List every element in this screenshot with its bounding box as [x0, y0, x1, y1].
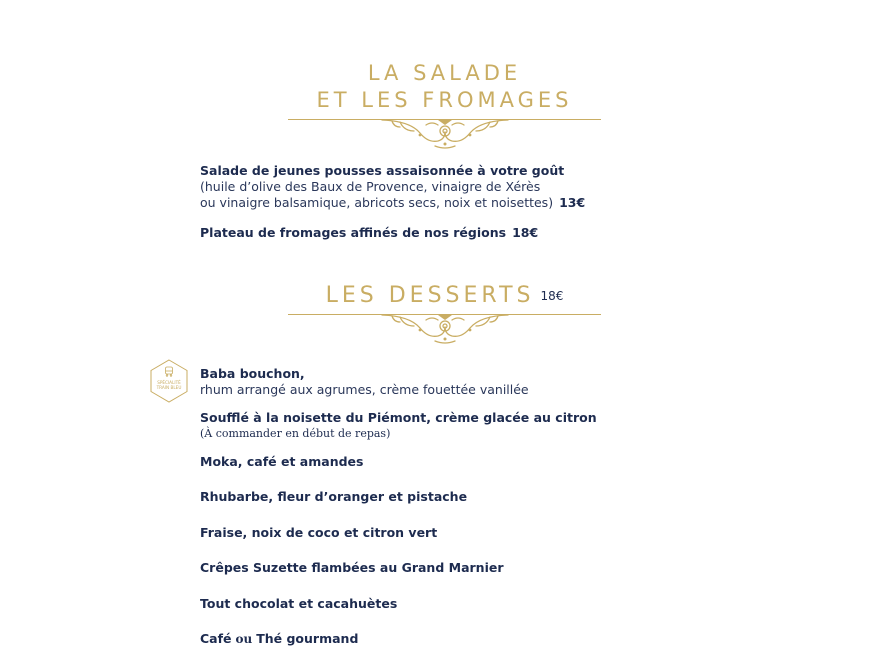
item-name: Crêpes Suzette flambées au Grand Marnier [200, 560, 504, 575]
menu-item-salade [200, 163, 585, 211]
salade-section-title [0, 60, 889, 114]
desserts-title: LES DESSERTS [325, 283, 535, 308]
item-name-or: ou [235, 632, 253, 646]
item-description: (huile d’olive des Baux de Provence, vinaigre de Xérès [200, 179, 541, 194]
menu-item-cafe-the [200, 631, 358, 647]
salade-title-line2: ET LES FROMAGES [316, 88, 573, 112]
salade-title-line1: LA SALADE [367, 61, 522, 85]
ornament-flourish-icon [380, 119, 510, 149]
badge-text-line2: TRAIN BLEU [156, 385, 182, 390]
item-name: Baba bouchon, [200, 366, 305, 381]
item-name-part2: Thé gourmand [256, 631, 359, 646]
menu-item-rhubarbe [200, 489, 467, 505]
badge-text-line1: SPÉCIALITÉ [157, 380, 181, 385]
item-name: Rhubarbe, fleur d’oranger et pistache [200, 489, 468, 504]
item-name: Soufflé à la noisette du Piémont, crème glacée au citron [200, 410, 597, 425]
menu-item-plateau-fromages [200, 225, 538, 241]
menu-item-moka [200, 454, 363, 470]
item-description: rhum arrangé aux agrumes, crème fouettée vanillée [200, 382, 529, 397]
menu-item-souffle [200, 410, 597, 442]
menu-item-crepes [200, 560, 504, 576]
desserts-section-title [0, 282, 889, 310]
desserts-price: 18€ [540, 289, 564, 303]
ornament-flourish-icon [380, 314, 510, 344]
item-description: ou vinaigre balsamique, abricots secs, noix et noisettes) [200, 195, 554, 210]
item-price: 13€ [559, 195, 586, 210]
train-icon [166, 367, 173, 376]
item-description-line2-row [200, 195, 585, 211]
item-name: Salade de jeunes pousses assaisonnée à votre goût [200, 163, 565, 178]
item-name: Moka, café et amandes [200, 454, 364, 469]
item-note: (À commander en début de repas) [200, 427, 391, 440]
menu-item-fraise [200, 525, 437, 541]
item-name: Fraise, noix de coco et citron vert [200, 525, 438, 540]
item-price: 18€ [512, 225, 539, 240]
menu-item-baba [200, 366, 529, 398]
item-name: Plateau de fromages affinés de nos régions [200, 225, 507, 240]
menu-item-chocolat [200, 596, 397, 612]
item-name-part1: Café [200, 631, 232, 646]
item-name: Tout chocolat et cacahuètes [200, 596, 398, 611]
specialite-badge-icon [149, 359, 189, 403]
